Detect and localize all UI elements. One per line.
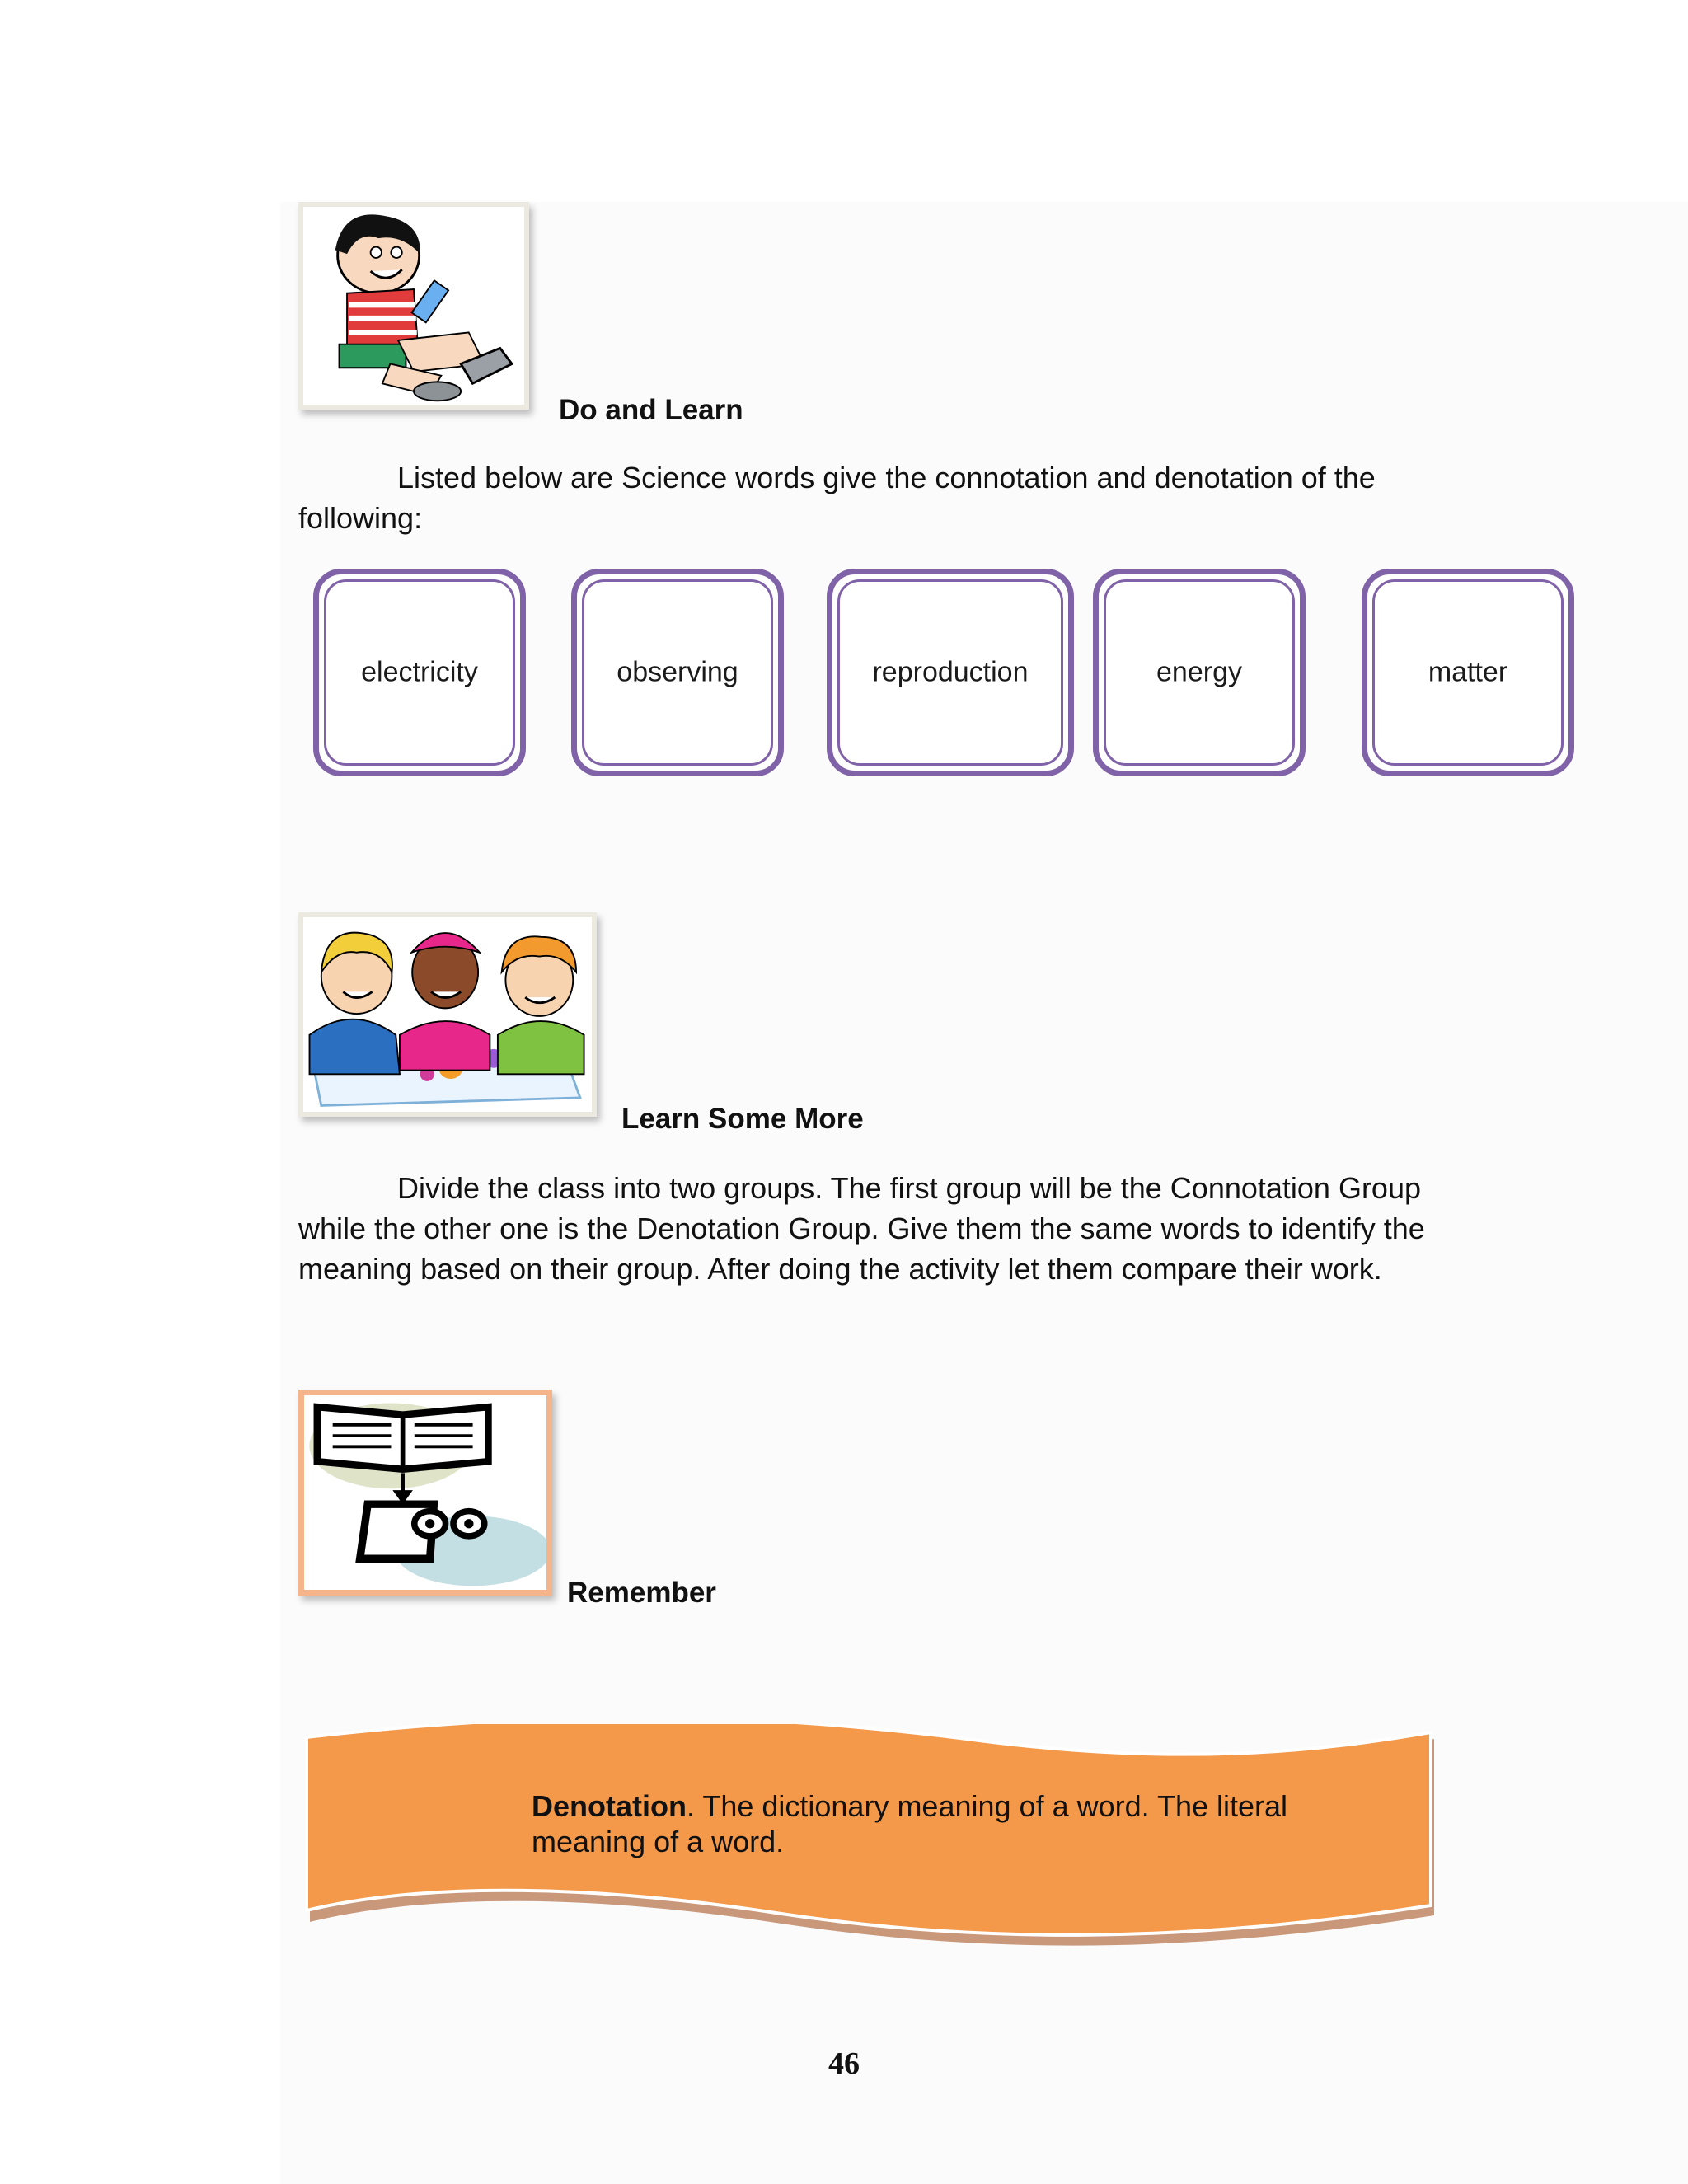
book-idea-icon	[304, 1395, 546, 1590]
word-box-observing	[571, 569, 784, 776]
denotation-definition	[532, 1788, 1356, 1859]
word-box-energy	[1093, 569, 1306, 776]
word-label: observing	[617, 656, 738, 688]
kids-drawing-illustration	[298, 912, 597, 1117]
word-label: electricity	[361, 656, 478, 688]
definition-term: Denotation	[532, 1789, 687, 1823]
do-and-learn-heading: Do and Learn	[559, 394, 743, 426]
word-box-reproduction	[827, 569, 1074, 776]
page-number: 46	[828, 2046, 860, 2081]
word-label: matter	[1428, 656, 1508, 688]
learn-some-more-heading: Learn Some More	[621, 1103, 864, 1135]
boy-reading-icon	[303, 207, 524, 405]
do-and-learn-instruction: Listed below are Science words give the connotation and denotation of the following:	[298, 461, 1376, 535]
word-box-electricity	[313, 569, 526, 776]
remember-heading: Remember	[567, 1577, 716, 1609]
word-label: reproduction	[872, 656, 1029, 688]
book-to-mind-illustration	[298, 1390, 552, 1596]
definition-text: . The dictionary meaning of a word. The literal meaning of a word.	[532, 1789, 1288, 1858]
boy-reading-illustration	[298, 202, 529, 410]
word-box-matter	[1362, 569, 1574, 776]
children-drawing-icon	[303, 917, 592, 1112]
word-label: energy	[1156, 656, 1242, 688]
learn-some-more-paragraph: Divide the class into two groups. The first group will be the Connotation Group while the other one is the Denotation Group. Give them the same words to identify the meaning based on their group. After doing the activity let them compare their work.	[298, 1171, 1425, 1286]
